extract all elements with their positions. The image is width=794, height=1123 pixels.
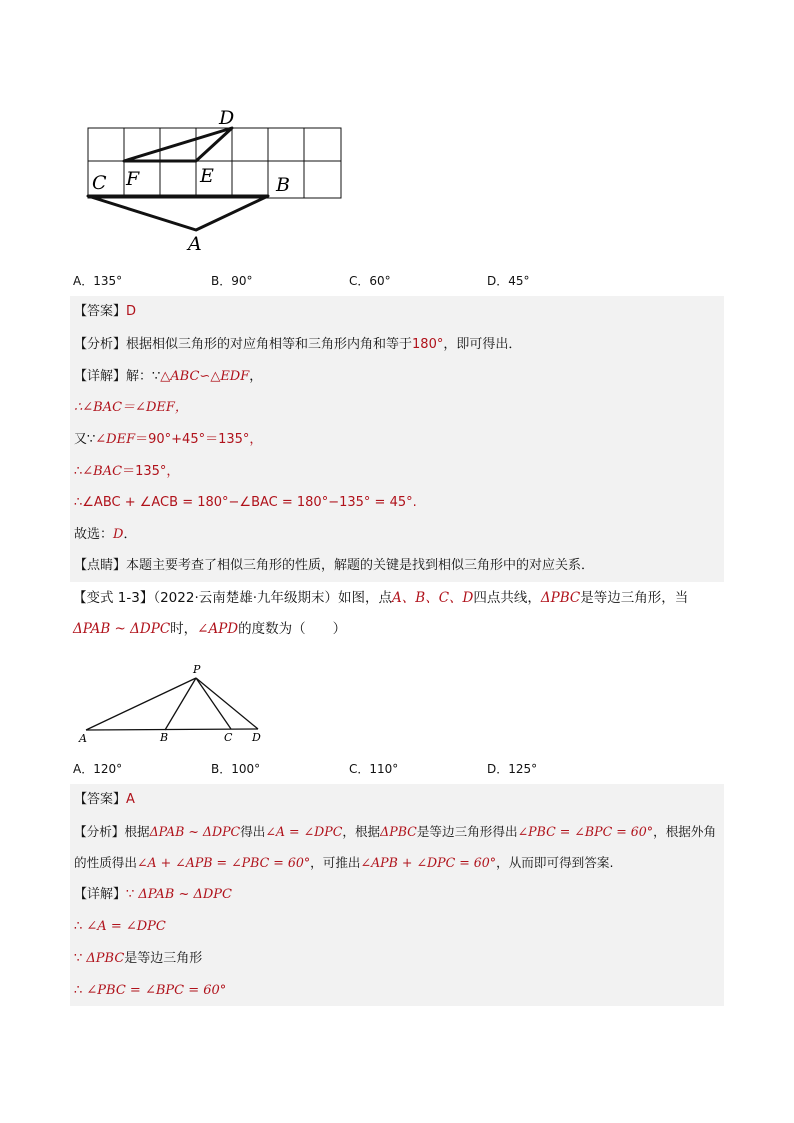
label-p: P [193, 663, 201, 676]
triangle-def [124, 128, 232, 161]
label-d: D [219, 107, 235, 129]
label-e: E [200, 165, 214, 187]
options-q2 [73, 760, 625, 777]
analysis-tag: 【分析】 [74, 337, 127, 352]
label-b2: B [160, 731, 169, 744]
analysis-tag: 【分析】 [74, 824, 125, 839]
comment: 【点睛】本题主要考查了相似三角形的性质，解题的关键是找到相似三角形中的对应关系． [74, 558, 595, 573]
option-c: C．60° [349, 274, 391, 288]
question-tag: 【变式 1-3】 [73, 590, 154, 606]
step-5: 故选：D． [74, 527, 137, 542]
solution-block-2: 【答案】A 【分析】根据ΔPAB ~ ΔDPC得出∠A = ∠DPC，根据ΔPBC是等边三角形得出∠PBC = ∠BPC = 60°，根据外角 的性质得出∠A + ∠APB = ∠PBC = 60°，可推出∠APB + ∠DPC = 60°，从而即可得到答案. 【详解】∵ ΔPAB ~ ΔDPC ∴ ∠A = ∠DPC ∵ ΔPBC是等边三角形 ∴ ∠PBC = ∠BPC = 60° [70, 784, 724, 1006]
answer-tag: 【答案】 [74, 792, 127, 807]
label-a: A [188, 233, 202, 255]
option-a: A．135° [73, 274, 123, 288]
label-f: F [126, 168, 140, 190]
option-d: D．125° [487, 762, 538, 776]
question-source: （2022·云南楚雄·九年级期末） [153, 590, 339, 606]
label-c: C [92, 172, 107, 194]
label-b: B [276, 174, 290, 196]
triangle-abc [88, 196, 268, 230]
grid-figure [80, 100, 350, 255]
option-a: A．120° [73, 762, 123, 776]
label-c2: C [224, 731, 233, 744]
answer-value: D [126, 304, 137, 319]
solution-block-1: 【答案】D 【分析】根据相似三角形的对应角相等和三角形内角和等于180°，即可得出． 【详解】解：∵△ABC∽△EDF， ∴∠BAC＝∠DEF， 又∵∠DEF＝90°+45°＝135°， ∴∠BAC＝135°， ∴∠ABC + ∠ACB = 180°−∠BAC = 180°−135° = 45°. 故选：D． 【点睛】本题主要考查了相似三角形的性质，解题的关键是找到相似三角形中的对应关系． [70, 296, 724, 582]
answer-value: A [126, 792, 135, 807]
comment-tag: 【点睛】 [74, 558, 127, 573]
detail-tag: 【详解】 [74, 887, 127, 902]
options-q1 [73, 272, 625, 289]
option-d: D．45° [487, 274, 530, 288]
option-b: B．90° [211, 274, 253, 288]
detail-tag: 【详解】 [74, 369, 127, 384]
step-2: 又∵∠DEF＝90°+45°＝135°， [74, 432, 263, 447]
option-b: B．100° [211, 762, 261, 776]
triangle-figure-2 [75, 660, 275, 745]
step-1: ∴∠BAC＝∠DEF， [74, 400, 188, 415]
question-2-line-1: 【变式 1-3】（2022·云南楚雄·九年级期末）如图，点A、B、C、D四点共线，ΔPBC是等边三角形，当 [73, 590, 689, 606]
label-d2: D [252, 731, 261, 744]
step-3: ∴∠BAC＝135°， [74, 464, 180, 479]
option-c: C．110° [349, 762, 399, 776]
answer-tag: 【答案】 [74, 304, 127, 319]
step-4: ∴∠ABC + ∠ACB = 180°−∠BAC = 180°−135° = 45°. [74, 495, 417, 510]
label-a2: A [79, 732, 87, 745]
question-2-line-2: ΔPAB ~ ΔDPC时，∠APD的度数为（ ） [73, 621, 347, 637]
